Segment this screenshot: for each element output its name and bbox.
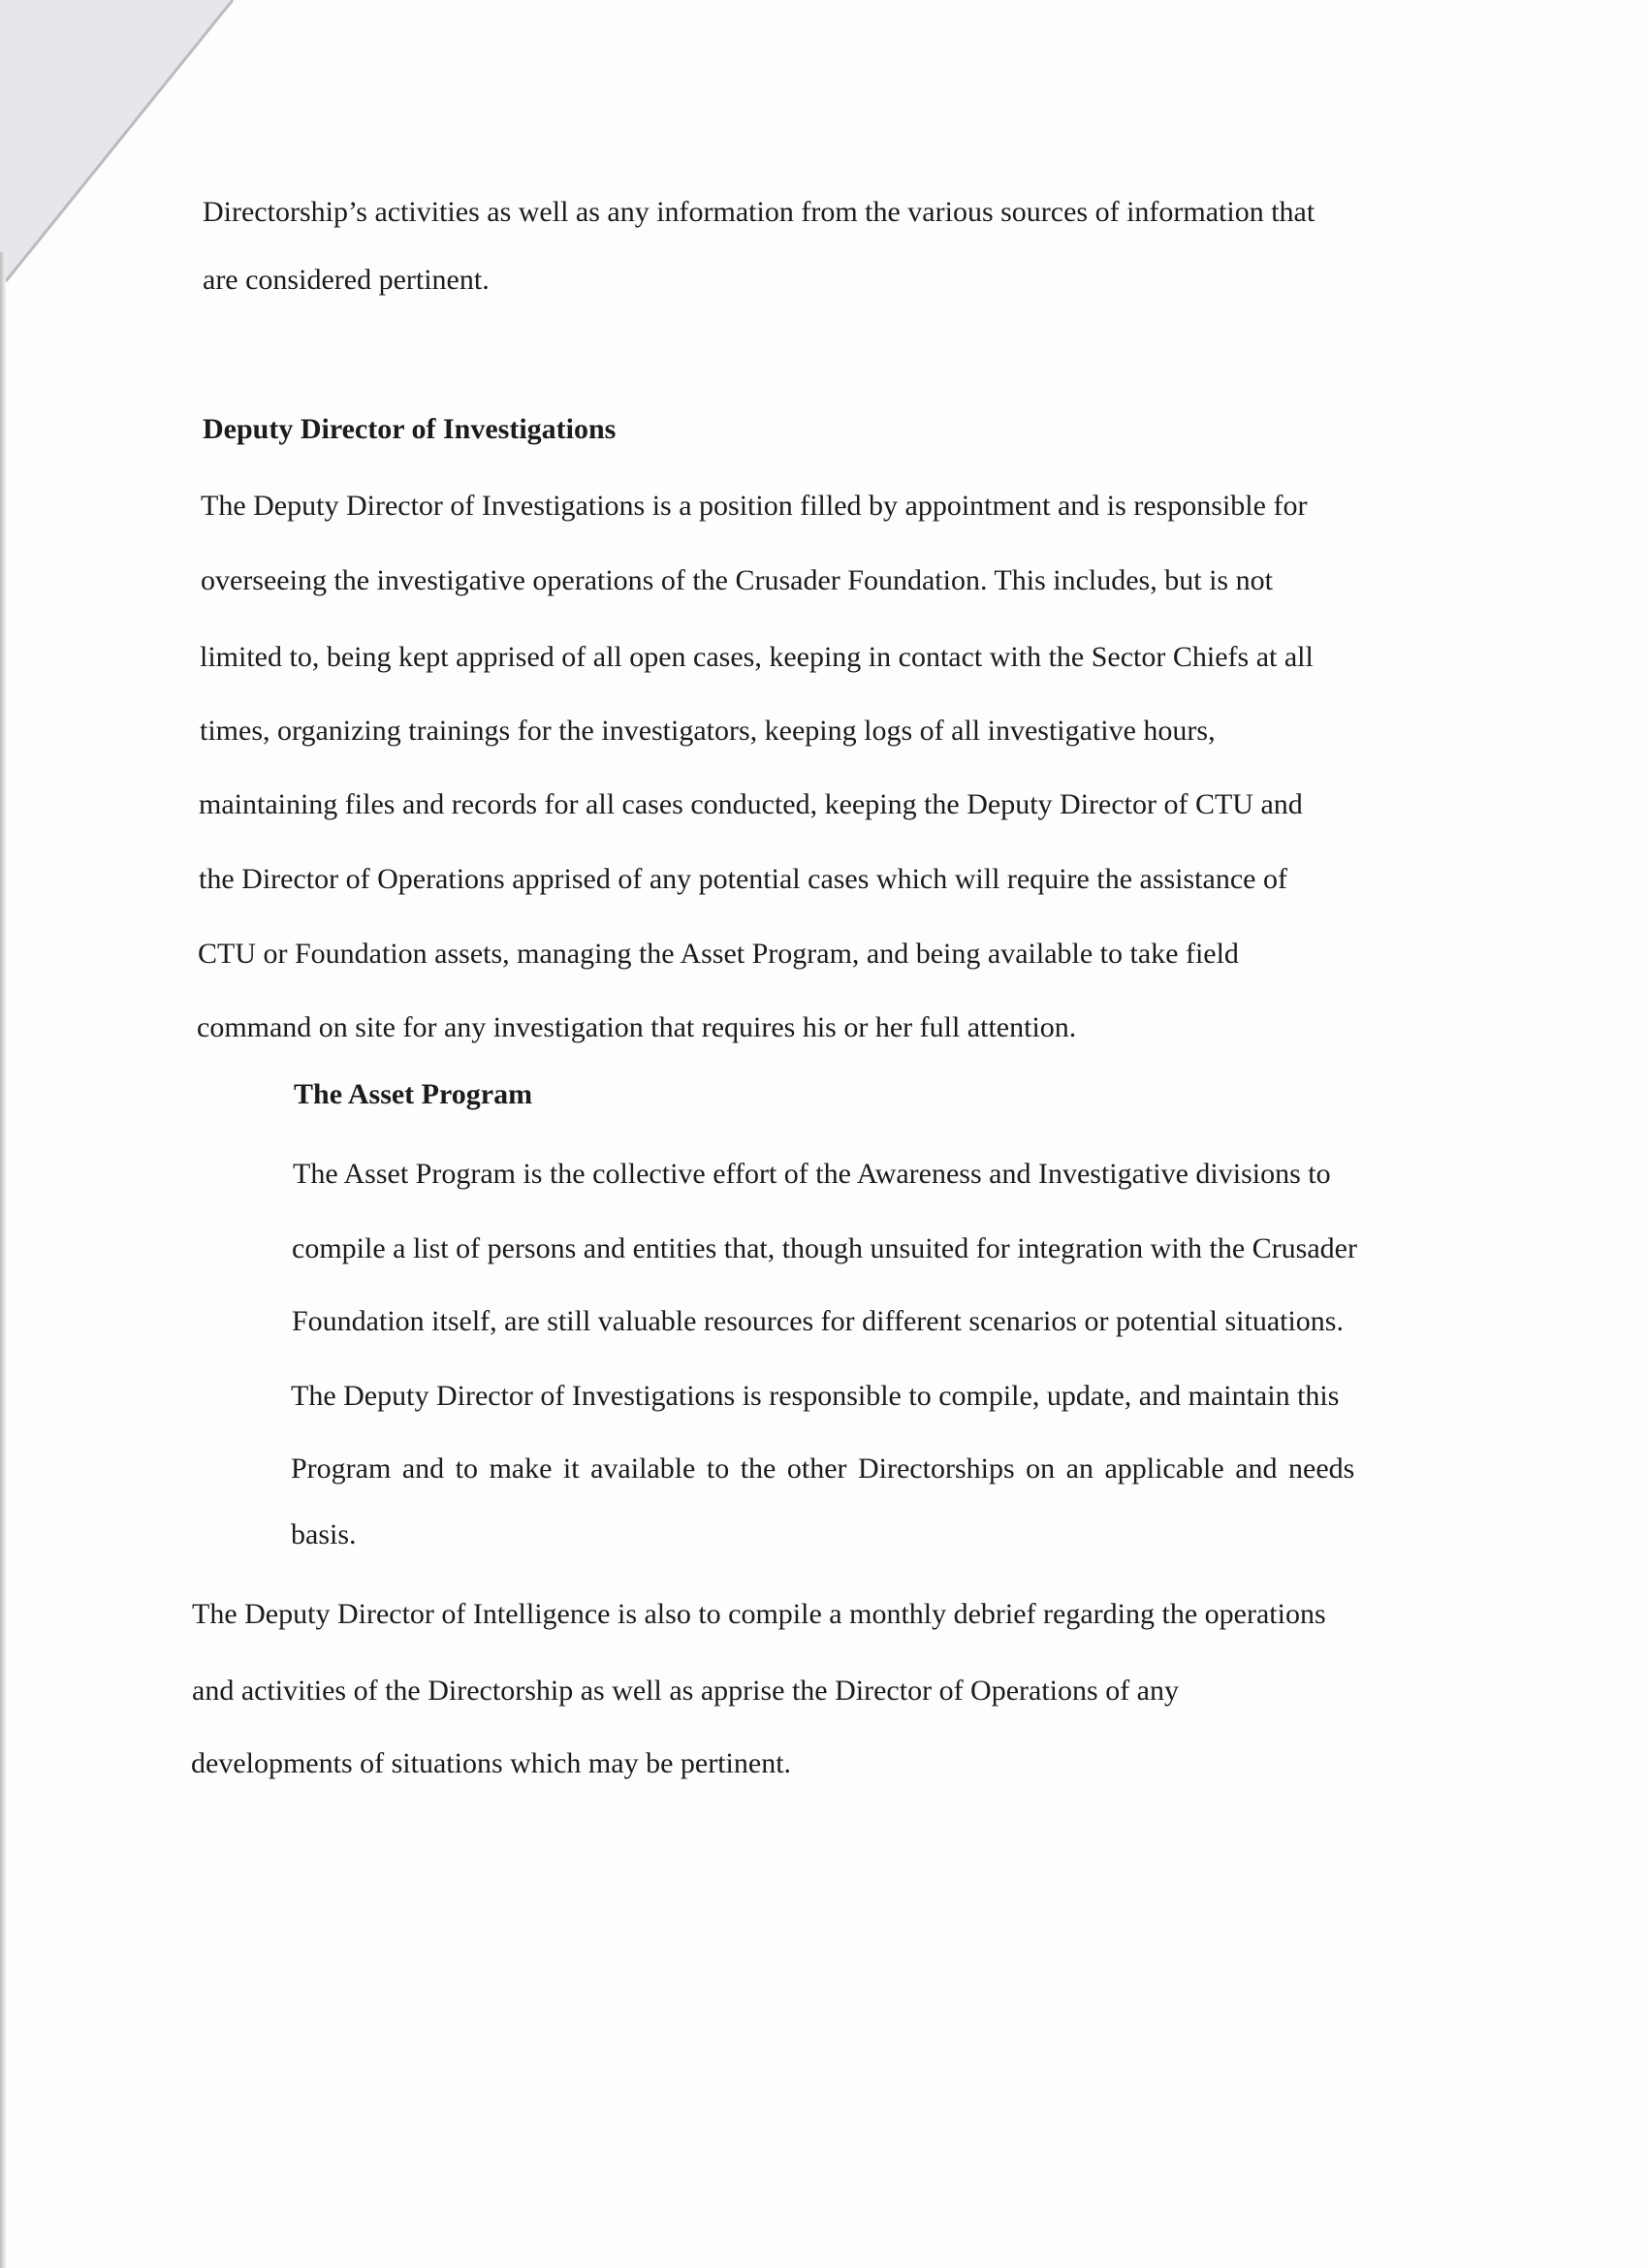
body-text-line: command on site for any investigation that requires his or her full attention. xyxy=(197,1011,1077,1043)
body-text-line: times, organizing trainings for the investigators, keeping logs of all investigative hours, xyxy=(200,715,1216,747)
body-text-line: basis. xyxy=(291,1518,357,1550)
body-text-line: and activities of the Directorship as well as apprise the Director of Operations of any xyxy=(192,1675,1179,1707)
section-heading: Deputy Director of Investigations xyxy=(203,413,617,445)
body-text-line: Program and to make it available to the other Directorships on an applicable and needs xyxy=(291,1453,1355,1485)
body-text-line: are considered pertinent. xyxy=(203,264,490,296)
body-text-line: overseeing the investigative operations of the Crusader Foundation. This includes, but is not xyxy=(201,564,1273,596)
body-text-line: maintaining files and records for all cases conducted, keeping the Deputy Director of CTU and xyxy=(199,788,1303,820)
subsection-heading: The Asset Program xyxy=(294,1078,533,1110)
body-text-line: CTU or Foundation assets, managing the Asset Program, and being available to take field xyxy=(198,938,1239,970)
body-text-line: limited to, being kept apprised of all open cases, keeping in contact with the Sector Chiefs at all xyxy=(200,641,1314,673)
body-text-line: The Deputy Director of Investigations is responsible to compile, update, and maintain this xyxy=(291,1380,1340,1412)
body-text-line: The Deputy Director of Intelligence is also to compile a monthly debrief regarding the operations xyxy=(192,1598,1326,1630)
body-text-line: The Asset Program is the collective effort of the Awareness and Investigative divisions to xyxy=(293,1158,1331,1190)
scan-edge-shadow xyxy=(0,252,6,2268)
body-text-line: The Deputy Director of Investigations is a position filled by appointment and is responsible for xyxy=(201,490,1308,522)
body-text-line: Foundation itself, are still valuable resources for different scenarios or potential situations. xyxy=(292,1305,1344,1337)
body-text-line: developments of situations which may be pertinent. xyxy=(191,1747,792,1779)
body-text-line: Directorship’s activities as well as any information from the various sources of information that xyxy=(203,196,1315,228)
body-text-line: the Director of Operations apprised of any potential cases which will require the assistance of xyxy=(199,863,1287,895)
folded-page-corner xyxy=(0,0,252,291)
body-text-line: compile a list of persons and entities that, though unsuited for integration with the Crusader xyxy=(292,1232,1357,1264)
